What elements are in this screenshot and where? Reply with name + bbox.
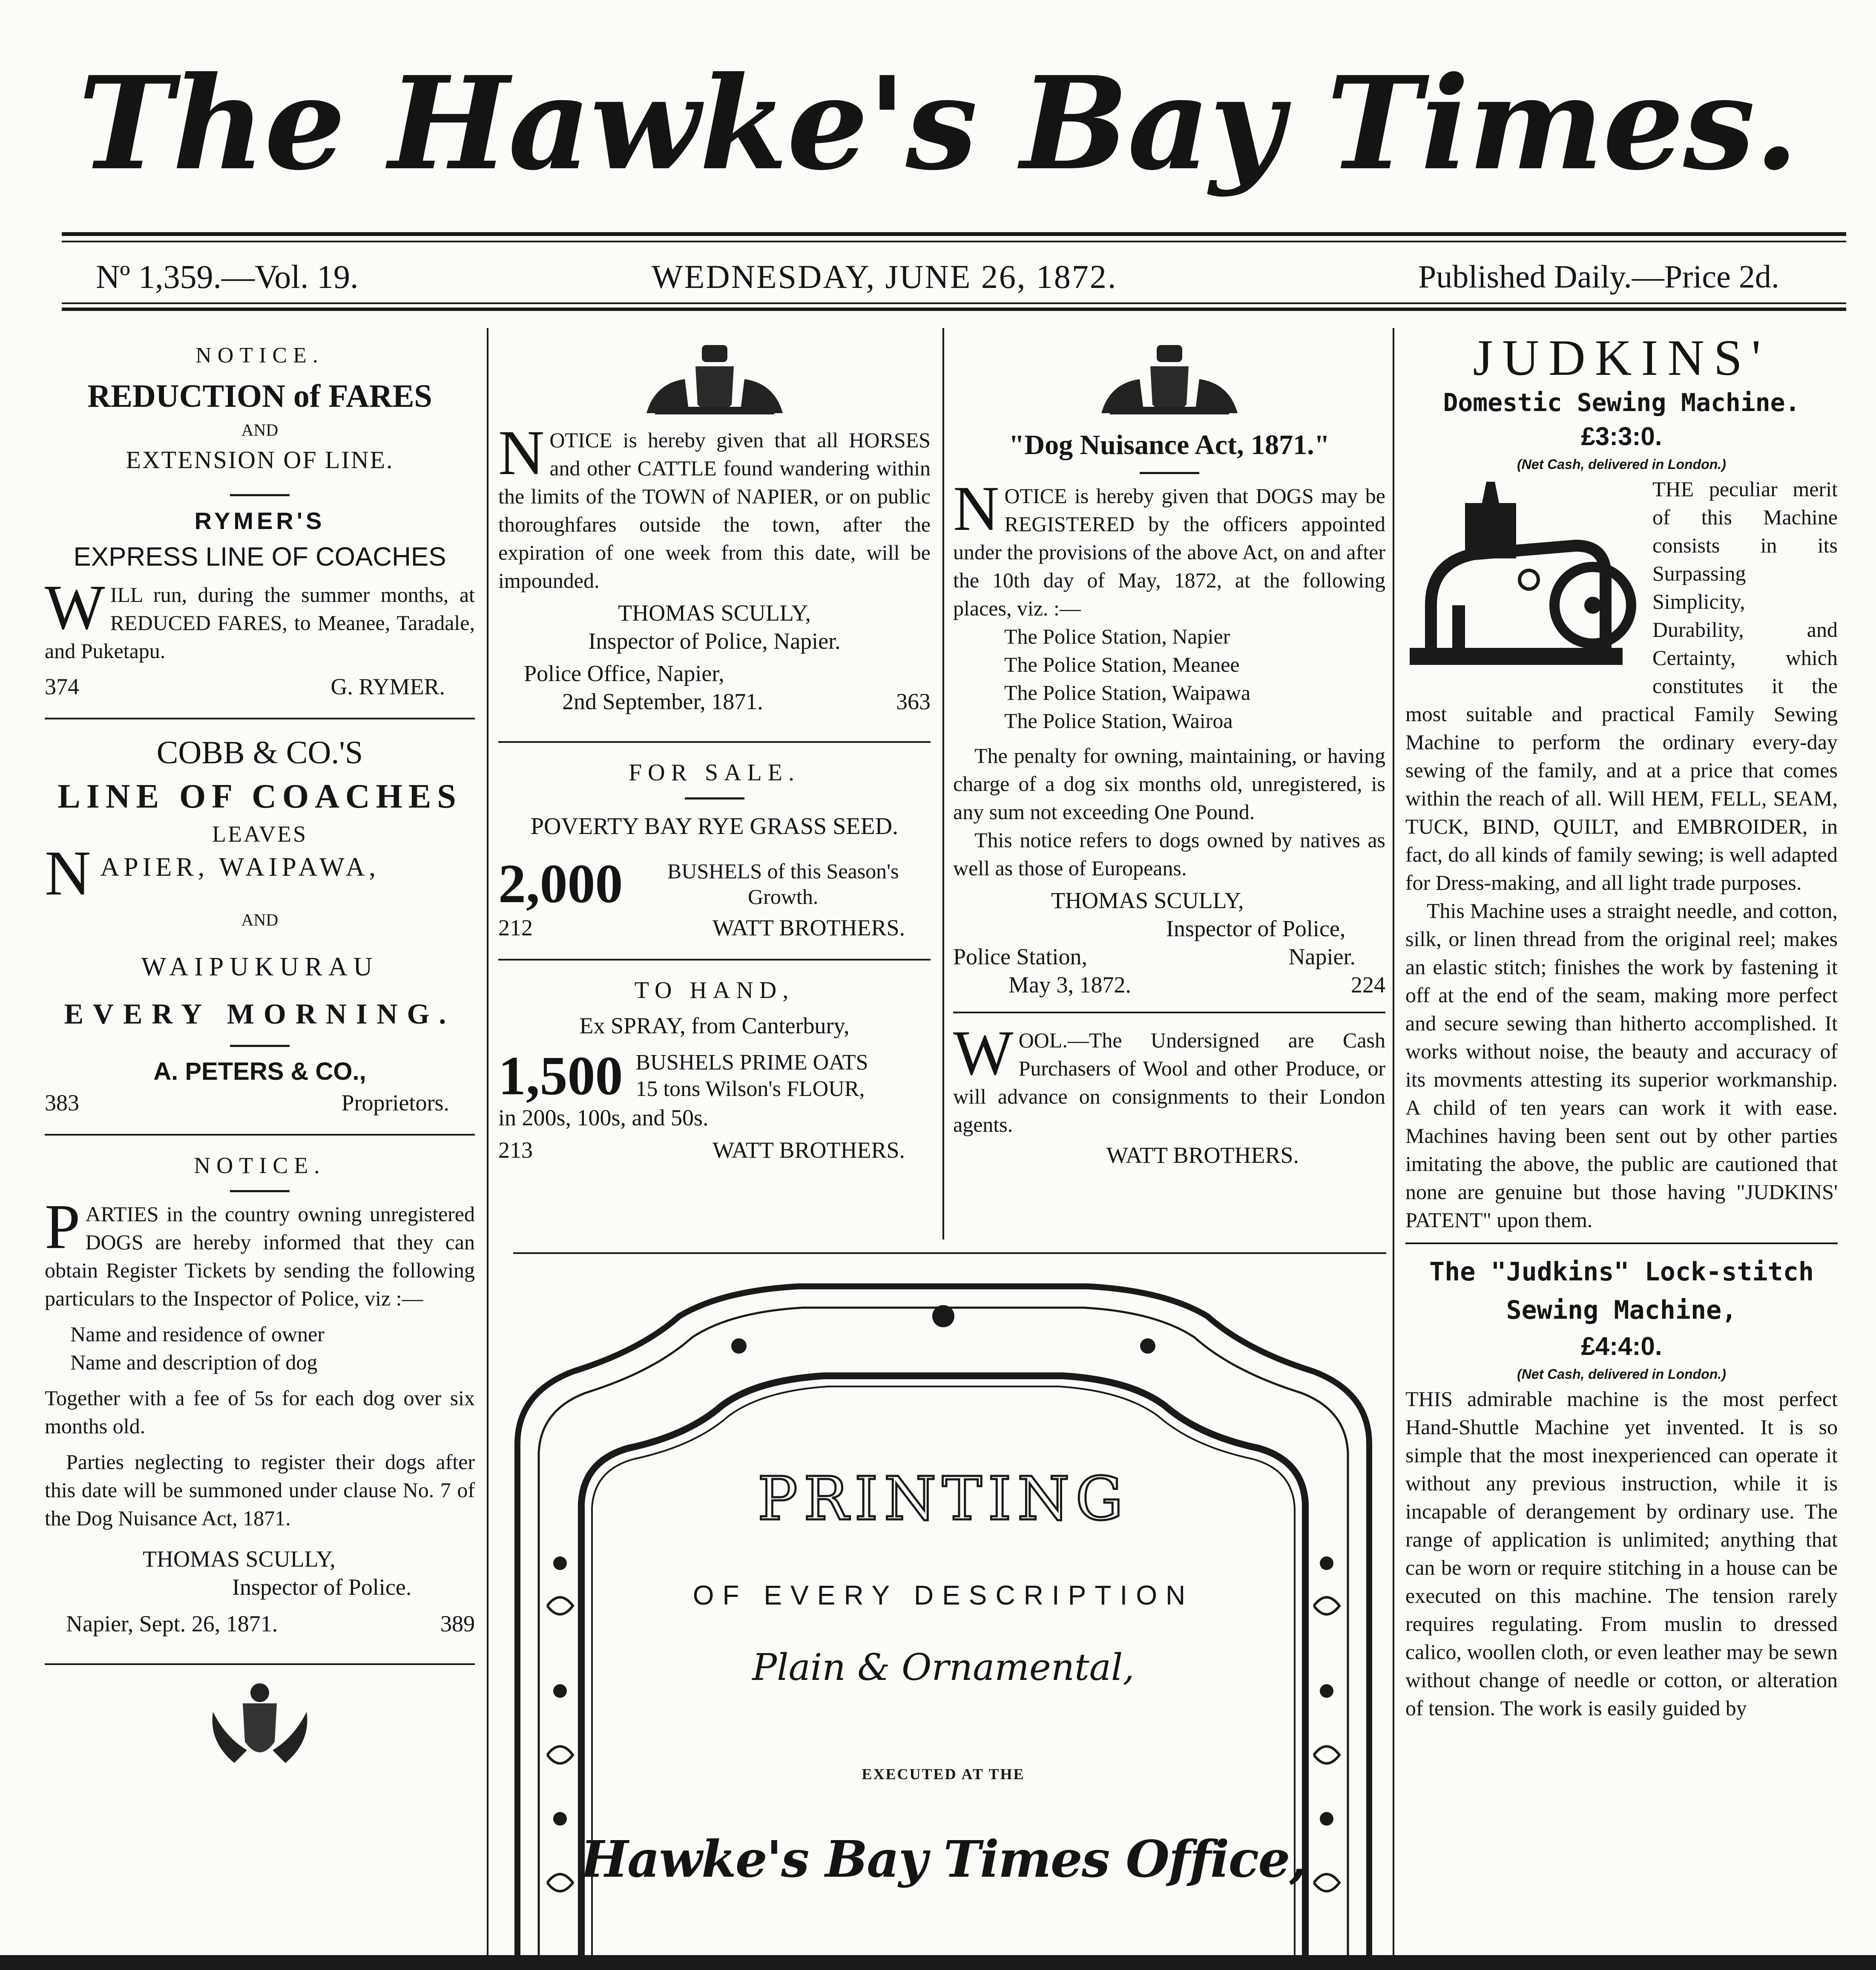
penalty-paragraph: Parties neglecting to register their dogs after this date will be summoned under clause No. 7 of the Dog Nuisance Act, 1871. (45, 1450, 475, 1530)
lockstitch-title: The "Judkins" Lock-stitch Sewing Machine, (1429, 1257, 1814, 1325)
list-item: The Police Station, Napier (1004, 624, 1230, 648)
extension-headline: EXTENSION OF LINE. (126, 446, 394, 474)
signature: WATT BROTHERS. (712, 915, 905, 940)
drop-cap: P (45, 1191, 80, 1262)
divider (498, 741, 931, 743)
signature: G. RYMER. (330, 674, 445, 699)
divider (953, 1012, 1385, 1013)
police-stations-list (1004, 622, 1385, 735)
shipment-origin: Ex SPRAY, from Canterbury, (579, 1013, 850, 1038)
office-name: Hawke's Bay Times Office, (580, 1829, 1306, 1889)
masthead-rule-top-thin (62, 241, 1846, 242)
ad-number: 383 (45, 1090, 79, 1116)
station-label: Police Station, (953, 944, 1087, 969)
drop-cap: N (45, 838, 95, 909)
waipukurau-label: WAIPUKURAU (141, 952, 379, 981)
list-item: The Police Station, Wairoa (1004, 709, 1233, 733)
divider (1405, 1242, 1838, 1244)
particular-item: Name and description of dog (70, 1350, 318, 1374)
express-line: EXPRESS LINE OF COACHES (73, 542, 446, 572)
plain-ornamental: Plain & Ornamental, (752, 1646, 1135, 1689)
act-title: "Dog Nuisance Act, 1871." (1008, 429, 1330, 460)
issue-number: Nº 1,359.—Vol. 19. (96, 258, 359, 295)
judkins-subtitle: Domestic Sewing Machine. (1443, 388, 1800, 417)
divider (230, 1190, 290, 1192)
to-hand-heading: TO HAND, (634, 977, 795, 1004)
dateline-rule-thick (62, 308, 1846, 311)
natives-paragraph: This notice refers to dogs owned by natives as well as those of Europeans. (953, 828, 1385, 880)
list-item: The Police Station, Waipawa (1004, 681, 1251, 705)
cattle-notice (498, 417, 931, 716)
column-rule-3 (1393, 328, 1394, 1970)
crest-icon (183, 1678, 336, 1772)
divider (1140, 472, 1199, 474)
ad-number: 213 (498, 1137, 533, 1163)
every-morning: EVERY MORNING. (64, 998, 456, 1030)
domestic-description: THE peculiar merit of this Machine consists in its Surpassing Simplicity, Durability, and Certainty, which constitutes it the most suitable and practical Family Sewing Machine to perform the ordinary every-day sewing of the family, and at a price that comes within the reach of all. Will HEM, FELL, SEAM, TUCK, BIND, QUILT, and EMBROIDER, in fact, do all kinds of family sewing; is well adapted for Dress-making, and all light trade purposes. (1405, 477, 1838, 894)
signature: THOMAS SCULLY, (618, 600, 811, 626)
cobb-signature-row (45, 1089, 475, 1117)
dog-nuisance-notice (953, 426, 1385, 999)
notice-heading: NOTICE. (194, 1153, 326, 1178)
ad-number: 224 (1351, 972, 1385, 998)
quantity: 1,500 (498, 1045, 623, 1107)
domestic-details: This Machine uses a straight needle, and cotton, silk, or linen thread from the original reel; makes an elastic stitch; finishes the work by fastening it off at the end of the seam, making more perfect and secure sewing than hitherto accomplished. It works without noise, the beauty and accuracy of its movments attesting its superior workmanship. A child of ten years can work it with ease. Machines having been sent out by other parties imitating the above, the public are cautioned that none are genuine but those having "JUDKINS' PATENT" upon them. (1405, 899, 1838, 1232)
rymer-notice (45, 336, 475, 701)
quantity-row (498, 854, 931, 914)
printing-advertisement (500, 1265, 1386, 1970)
divider (685, 797, 744, 800)
quantity-row (498, 1045, 931, 1107)
and-label: AND (241, 420, 279, 440)
ad-number: 363 (896, 689, 931, 714)
price: £4:4:0. (1581, 1332, 1662, 1360)
sewing-machine-image (1405, 477, 1644, 678)
cattle-body: NOTICE is hereby given that all HORSES and other CATTLE found wandering within the limits of the TOWN of NAPIER, or on public thoroughfares outside the town, after the expiration of one week from this date, will be impounded. (498, 417, 931, 592)
and-label: AND (241, 910, 279, 929)
notice-heading: NOTICE. (195, 343, 324, 368)
judkins-domestic-ad (1405, 330, 1838, 1234)
place-date: Napier, Sept. 26, 1871. (66, 1611, 278, 1636)
firm-name: A. PETERS & CO., (153, 1058, 366, 1085)
oats-line: BUSHELS PRIME OATS (635, 1050, 868, 1075)
dog-nuisance-footer (953, 971, 1385, 999)
divider (230, 1045, 290, 1047)
printing-title: PRINTING (757, 1464, 1129, 1534)
signature: THOMAS SCULLY, (143, 1546, 336, 1572)
for-sale-heading: FOR SALE. (629, 759, 800, 786)
masthead-rule-top (62, 232, 1846, 236)
issue-date: WEDNESDAY, JUNE 26, 1872. (652, 258, 1118, 295)
place: Police Office, Napier, (524, 661, 724, 686)
quantity: 2,000 (498, 853, 623, 915)
drop-cap: W (953, 1018, 1014, 1088)
ad-number: 374 (45, 674, 79, 699)
divider (45, 718, 475, 719)
coaches-headline: LINE OF COACHES (57, 778, 462, 815)
judkins-lockstitch-ad (1405, 1253, 1838, 1722)
printing-top-rule (513, 1252, 1386, 1254)
divider (45, 1134, 475, 1136)
ad-number: 212 (498, 915, 533, 940)
price-note: (Net Cash, delivered in London.) (1517, 1366, 1726, 1382)
column-3 (953, 336, 1385, 1169)
dog-tickets-notice (45, 1148, 475, 1638)
rymer-name: RYMER'S (194, 507, 325, 534)
to-hand-notice (498, 973, 931, 1164)
date: 2nd September, 1871. (562, 689, 763, 714)
list-item: The Police Station, Meanee (1004, 653, 1240, 676)
signature: WATT BROTHERS. (712, 1137, 905, 1163)
date: May 3, 1872. (1008, 972, 1131, 998)
signature-role: Inspector of Police. (232, 1574, 412, 1600)
leaves-label: LEAVES (212, 821, 308, 847)
wool-notice (953, 1018, 1385, 1169)
divider (45, 1663, 475, 1665)
signature: WATT BROTHERS. (1106, 1142, 1299, 1168)
signature-role: Inspector of Police, (1166, 916, 1346, 941)
for-sale-footer (498, 914, 931, 942)
column-2 (498, 336, 931, 1164)
signature-role: Inspector of Police, Napier. (588, 628, 841, 654)
wool-body: WOOL.—The Undersigned are Cash Purchasers of Wool and other Produce, or will advance on consignments to their London agents. (953, 1018, 1385, 1136)
printing-subtitle: OF EVERY DESCRIPTION (692, 1580, 1194, 1611)
cobb-headline: COBB & CO.'S (156, 735, 363, 771)
dog-registration-body: NOTICE is hereby given that DOGS may be REGISTERED by the officers appointed under the provisions of the above Act, on and after the 10th day of May, 1872, at the following places, viz. :— (953, 473, 1385, 620)
royal-crest-icon (1093, 336, 1246, 417)
towns-line: NAPIER, WAIPAWA, (45, 838, 380, 909)
divider (230, 494, 290, 496)
sizes-line: in 200s, 100s, and 50s. (498, 1105, 709, 1130)
fee-paragraph: Together with a fee of 5s for each dog over six months old. (45, 1386, 475, 1438)
dog-tickets-footer (45, 1610, 475, 1638)
price-note: (Net Cash, delivered in London.) (1517, 457, 1726, 472)
rye-grass-title: POVERTY BAY RYE GRASS SEED. (530, 813, 899, 840)
ad-number: 389 (440, 1611, 475, 1636)
divider (498, 959, 931, 961)
for-sale-notice (498, 756, 931, 942)
column-1 (45, 336, 475, 1772)
particular-item: Name and residence of owner (70, 1322, 325, 1346)
station-row (953, 943, 1385, 971)
column-rule-2 (942, 328, 944, 1240)
penalty-paragraph: The penalty for owning, maintaining, or having charge of a dog six months old, unregistered, is any sum not exceeding One Pound. (953, 744, 1385, 824)
dog-tickets-body: PARTIES in the country owning unregistered DOGS are hereby informed that they can obtain Register Tickets by sending the following particulars to the Inspector of Police, viz :— (45, 1191, 475, 1310)
cattle-footer (498, 687, 931, 716)
quantity-description (636, 1050, 868, 1102)
dateline-rule (62, 302, 1846, 304)
price: £3:3:0. (1581, 422, 1662, 451)
drop-cap: N (953, 473, 1000, 544)
publication-frequency: Published Daily.—Price 2d. (1418, 259, 1779, 295)
cobb-notice (45, 732, 475, 1117)
proprietors-label: Proprietors. (341, 1090, 449, 1116)
fares-headline: REDUCTION of FARES (87, 378, 432, 414)
executed-label: EXECUTED AT THE (862, 1766, 1025, 1783)
column-4 (1405, 330, 1838, 1722)
signature: THOMAS SCULLY, (1051, 888, 1244, 913)
to-hand-footer (498, 1136, 931, 1164)
drop-cap: N (498, 417, 545, 488)
rymer-signature-row (45, 673, 475, 701)
judkins-title: JUDKINS' (1473, 329, 1770, 386)
column-rule-1 (487, 328, 488, 1970)
quantity-description: BUSHELS of this Season's Growth. (667, 859, 899, 909)
royal-crest-icon (638, 336, 791, 417)
masthead-title: The Hawke's Bay Times. (78, 48, 1798, 198)
lockstitch-description: THIS admirable machine is the most perfect Hand-Shuttle Machine yet invented. It is so simple that the most inexperienced can operate it without any previous instruction, while it is incapable of derangement by ordinary use. The range of application is unlimited; anything that can be worn or require stitching in a house can be executed on this machine. The tension rarely requires regulating. From muslin to dressed calico, woollen cloth, or even leather may be sewn without change of needle or cotton, or alteration of tension. The work is easily guided by (1405, 1387, 1838, 1720)
drop-cap: W (45, 572, 105, 643)
flour-line: 15 tons Wilson's FLOUR, (635, 1077, 865, 1101)
napier-label: Napier. (1288, 944, 1356, 969)
scan-bottom-edge (0, 1955, 1876, 1970)
rymer-body: WILL run, during the summer months, at REDUCED FARES, to Meanee, Taradale, and Puketapu. (45, 572, 475, 663)
